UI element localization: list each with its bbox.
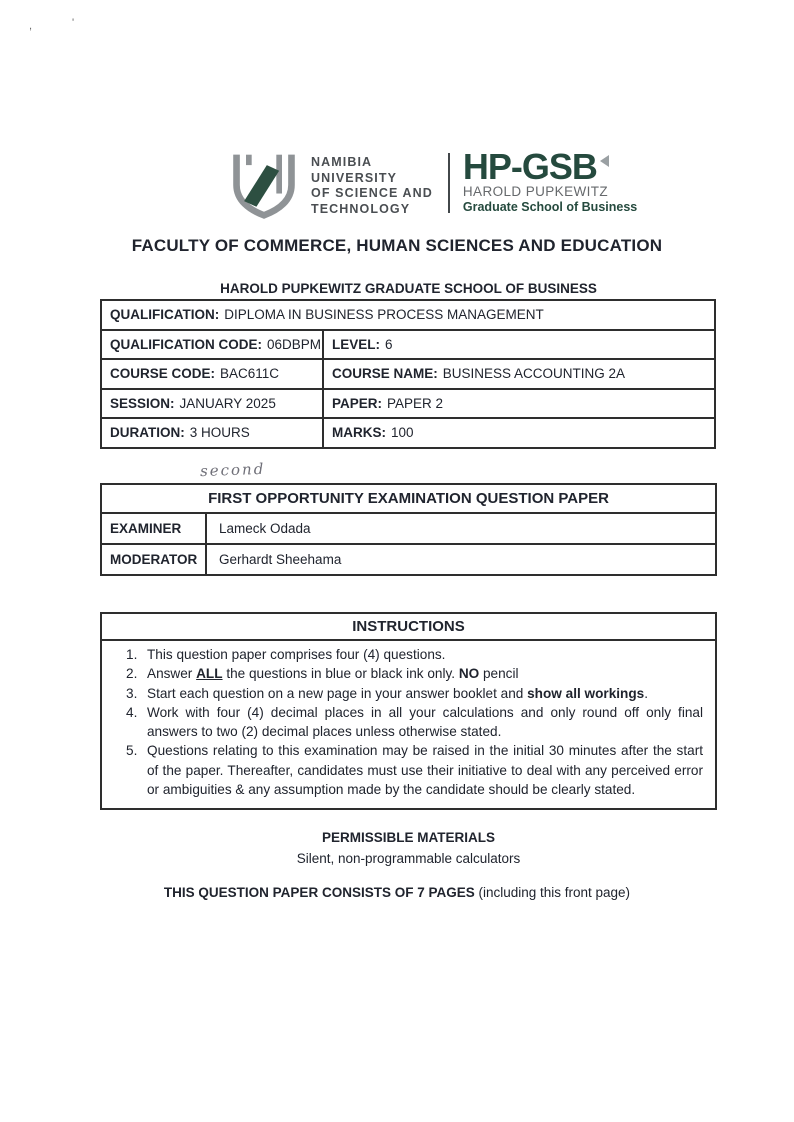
instruction-item xyxy=(147,664,703,683)
nust-wordmark-line: NAMIBIA xyxy=(311,155,373,169)
hpgsb-logo xyxy=(462,146,638,214)
table-row-course-code xyxy=(102,358,714,388)
level-label: LEVEL: xyxy=(332,336,381,352)
instruction-segment: . xyxy=(644,685,648,701)
instructions-title: INSTRUCTIONS xyxy=(102,614,715,641)
handwritten-annotation: second xyxy=(199,459,266,481)
scan-artifact-mark: ' xyxy=(72,17,75,29)
nust-wordmark xyxy=(311,155,433,217)
instruction-item xyxy=(147,645,703,664)
qualification-value: DIPLOMA IN BUSINESS PROCESS MANAGEMENT xyxy=(224,307,544,323)
session-label: SESSION: xyxy=(110,395,175,411)
logo-divider xyxy=(448,153,450,213)
qualification-label: QUALIFICATION: xyxy=(110,307,220,323)
table-row-qualification-code xyxy=(102,329,714,359)
page-count-line xyxy=(0,885,794,900)
nust-wordmark-line: TECHNOLOGY xyxy=(311,201,411,216)
marks-value: 100 xyxy=(391,425,414,441)
hpgsb-acronym: HP-GSB xyxy=(462,146,597,187)
instruction-segment: Work with four (4) decimal places in all your calculations and only round off only final answers to two (2) decimal places unless otherwise stated. xyxy=(147,704,703,740)
table-row-qualification xyxy=(102,301,714,329)
marks-label: MARKS: xyxy=(332,425,386,441)
nust-shield-icon xyxy=(228,150,300,220)
permissible-materials-title: PERMISSIBLE MATERIALS xyxy=(321,830,495,845)
table-row-moderator xyxy=(102,545,715,574)
instruction-item xyxy=(147,684,703,703)
duration-label: DURATION: xyxy=(110,425,185,441)
examiner-value: Lameck Odada xyxy=(219,521,311,536)
paper-label: PAPER: xyxy=(332,395,383,411)
page-count-bold: THIS QUESTION PAPER CONSISTS OF 7 PAGES xyxy=(163,885,475,900)
instruction-segment: Questions relating to this examination may be raised in the initial 30 minutes after the start of the paper. Thereafter, candidates must use their initiative to deal with any perceived error or ambiguities & any assumption made by the candidate should be clearly stated. xyxy=(147,743,703,798)
instruction-segment: NO xyxy=(458,666,480,682)
exam-paper-title: FIRST OPPORTUNITY EXAMINATION QUESTION PAPER xyxy=(102,485,715,514)
faculty-heading: FACULTY OF COMMERCE, HUMAN SCIENCES AND EDUCATION xyxy=(131,236,663,255)
instruction-segment: the questions in blue or black ink only. xyxy=(222,666,459,682)
table-row-examiner xyxy=(102,514,715,545)
session-value: JANUARY 2025 xyxy=(179,395,276,411)
instruction-item xyxy=(147,741,703,799)
hpgsb-arrow-icon xyxy=(600,155,609,167)
hpgsb-subtitle: Graduate School of Business xyxy=(462,200,638,214)
qualification-code-value: 06DBPM xyxy=(267,336,322,352)
paper-value: PAPER 2 xyxy=(387,395,444,411)
instruction-segment: Answer xyxy=(147,666,197,682)
table-row-duration xyxy=(102,417,714,447)
course-code-label: COURSE CODE: xyxy=(110,366,216,382)
duration-value: 3 HOURS xyxy=(189,425,250,441)
instruction-item xyxy=(147,703,703,742)
page-count-note: (including this front page) xyxy=(474,885,631,900)
instructions-list xyxy=(102,645,703,799)
course-code-value: BAC611C xyxy=(220,366,280,382)
level-value: 6 xyxy=(385,336,393,352)
nust-wordmark-line: OF SCIENCE AND xyxy=(311,186,433,200)
logo-lockup xyxy=(228,146,638,220)
course-name-value: BUSINESS ACCOUNTING 2A xyxy=(442,366,626,382)
hpgsb-name: HAROLD PUPKEWITZ xyxy=(462,184,609,199)
instruction-segment: pencil xyxy=(479,666,519,682)
scan-artifact-mark: , xyxy=(29,20,33,32)
table-row-session xyxy=(102,388,714,418)
permissible-materials-text: Silent, non-programmable calculators xyxy=(296,851,521,866)
course-name-label: COURSE NAME: xyxy=(332,366,438,382)
exam-staff-table xyxy=(100,483,717,576)
course-info-table xyxy=(100,299,716,449)
examiner-label: EXAMINER xyxy=(102,514,207,543)
qualification-code-label: QUALIFICATION CODE: xyxy=(110,336,262,352)
school-heading: HAROLD PUPKEWITZ GRADUATE SCHOOL OF BUSINESS xyxy=(220,281,597,296)
nust-wordmark-line: UNIVERSITY xyxy=(311,170,398,185)
instruction-segment: Start each question on a new page in your answer booklet and xyxy=(147,685,528,701)
moderator-value: Gerhardt Sheehama xyxy=(219,552,342,567)
instruction-segment: show all workings xyxy=(527,685,645,701)
moderator-label: MODERATOR xyxy=(102,545,207,574)
instruction-segment: This question paper comprises four (4) questions. xyxy=(147,647,446,662)
instruction-segment: ALL xyxy=(196,666,223,682)
instructions-box xyxy=(100,612,717,810)
